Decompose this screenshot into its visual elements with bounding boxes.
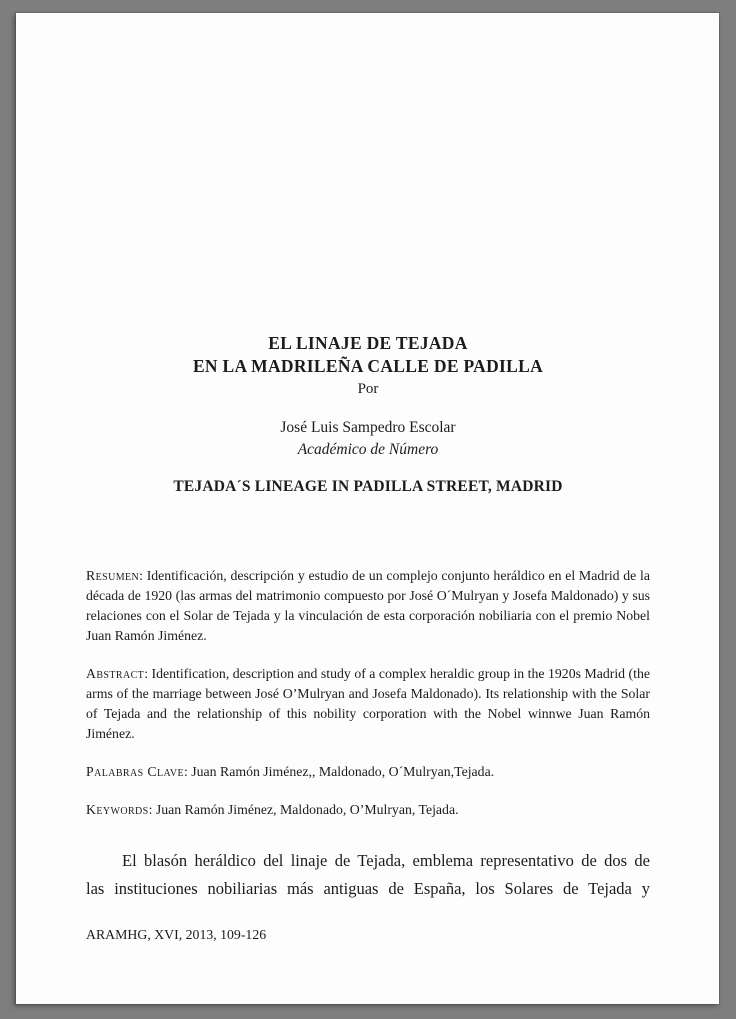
keywords-paragraph [86,800,650,820]
resumen-text: : Identificación, descripción y estudio de un complejo conjunto heráldico en el Madrid de la década de 1920 (las armas del matrimonio compuesto por José O´Mulryan y Josefa Maldonado) y sus relaciones con el Solar de Tejada y la vinculación de esta corporación nobiliaria con el premio Nobel Juan Ramón Jiménez. [86,568,650,643]
document-page [16,13,719,1004]
author-name: José Luis Sampedro Escolar [280,419,456,436]
palabras-clave-text: : Juan Ramón Jiménez,, Maldonado, O´Mulryan,Tejada. [183,764,495,779]
abstract-text: : Identification, description and study of a complex heraldic group in the 1920s Madrid (the arms of the marriage between José O’Mulryan and Josefa Maldonado). Its relationship with the Solar of Tejada and the relationship of this nobility corporation with the Nobel winnwe Juan Ramón Jiménez. [86,666,650,741]
body-paragraph: El blasón heráldico del linaje de Tejada, emblema representativo de dos de las instituciones nobiliarias más antiguas de España, los Solares de Tejada y [86,851,650,898]
palabras-clave-label: Palabras Clave [86,764,184,779]
abstract-paragraph [86,664,650,744]
keywords-text: : Juan Ramón Jiménez, Maldonado, O’Mulryan, Tejada. [148,802,459,817]
resumen-label: Resumen [86,568,140,583]
keywords-label: Keywords [86,802,149,817]
article-title-line2: EN LA MADRILEÑA CALLE DE PADILLA [192,356,544,376]
article-title-line1: EL LINAJE DE TEJADA [268,333,468,353]
article-title-english: TEJADA´S LINEAGE IN PADILLA STREET, MADRID [173,478,563,495]
author-role: Académico de Número [297,441,439,458]
article-title [86,332,650,378]
byline: Por [357,381,379,397]
journal-footer: ARAMHG, XVI, 2013, 109-126 [86,927,267,942]
title-block [86,332,650,497]
resumen-paragraph [86,566,650,646]
palabras-clave-paragraph [86,762,650,782]
abstract-label: Abstract [86,666,145,681]
